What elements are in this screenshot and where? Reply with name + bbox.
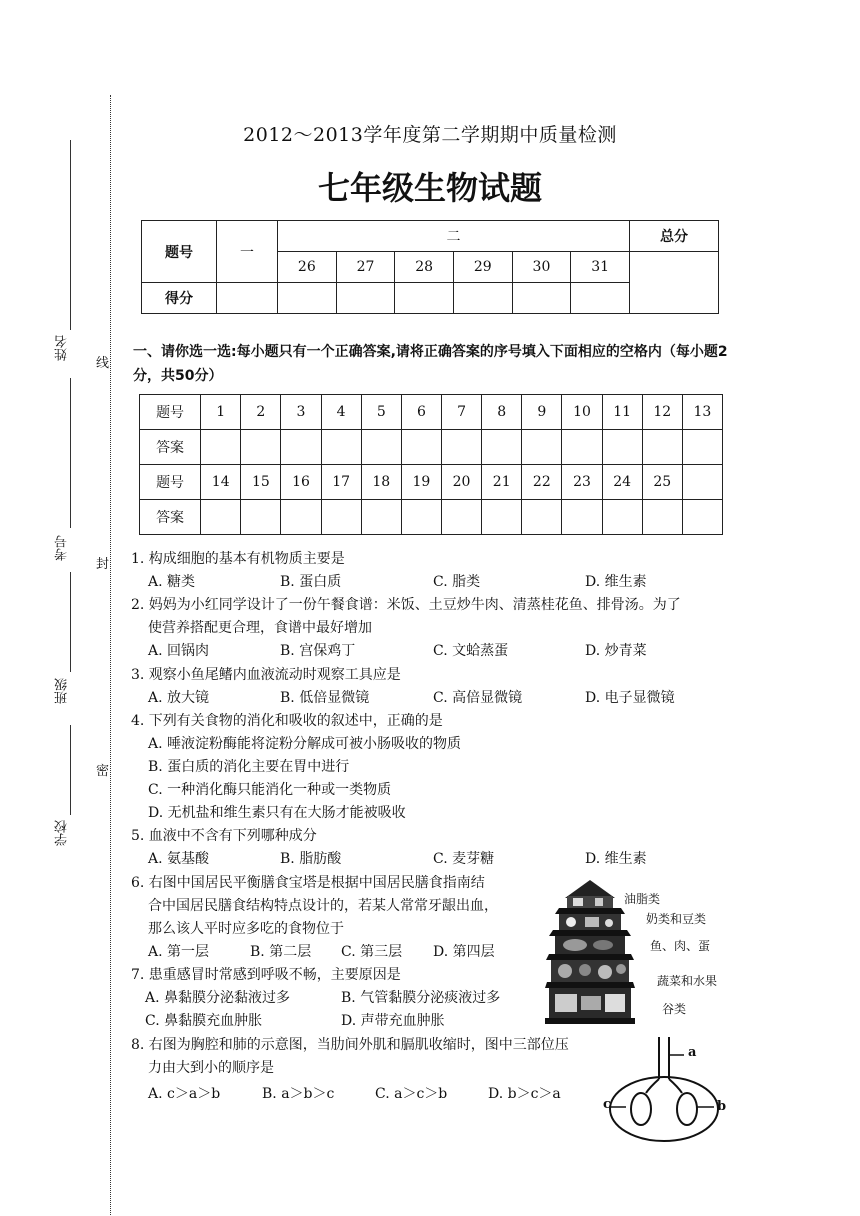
option: B. 脂肪酸 bbox=[280, 851, 342, 867]
answer-number-row bbox=[140, 465, 723, 500]
score-th-part1: 一 bbox=[217, 221, 278, 283]
lung-label-c: c bbox=[603, 1097, 611, 1112]
option: D. 维生素 bbox=[585, 851, 647, 867]
option: B. a＞b＞c bbox=[262, 1086, 335, 1102]
answer-cell[interactable] bbox=[562, 500, 602, 535]
answer-question-number: 15 bbox=[241, 465, 281, 500]
lung-label-b: b bbox=[717, 1099, 727, 1114]
option: B. 蛋白质 bbox=[280, 574, 342, 590]
answer-cell[interactable] bbox=[201, 430, 241, 465]
answer-question-number: 12 bbox=[642, 395, 682, 430]
answer-cell[interactable] bbox=[482, 500, 522, 535]
answer-question-number: 11 bbox=[602, 395, 642, 430]
option: D. 炒青菜 bbox=[585, 643, 647, 659]
seal-char-xian: 线 bbox=[96, 352, 109, 371]
option: D. 声带充血肿胀 bbox=[341, 1013, 445, 1029]
answer-row-label: 答案 bbox=[140, 500, 201, 535]
option: D. b＞c＞a bbox=[488, 1086, 561, 1102]
answer-cell[interactable] bbox=[602, 430, 642, 465]
option: A. 鼻黏膜分泌黏液过多 bbox=[145, 990, 291, 1006]
answer-question-number: 8 bbox=[482, 395, 522, 430]
answer-question-number: 18 bbox=[361, 465, 401, 500]
option: B. 宫保鸡丁 bbox=[280, 643, 356, 659]
option: A. 糖类 bbox=[148, 574, 196, 590]
lung-label-a: a bbox=[688, 1045, 697, 1060]
answer-cell[interactable] bbox=[562, 430, 602, 465]
thorax-lung-diagram bbox=[598, 1035, 738, 1147]
option: A. 回锅肉 bbox=[148, 643, 210, 659]
answer-question-number: 20 bbox=[441, 465, 481, 500]
option: D. 维生素 bbox=[585, 574, 647, 590]
question-7: 7. 患重感冒时常感到呼吸不畅，主要原因是 bbox=[131, 967, 401, 983]
answer-input-row bbox=[140, 430, 723, 465]
exam-term-title: 2012～2013学年度第二学期期中质量检测 bbox=[243, 124, 617, 146]
answer-question-number: 9 bbox=[522, 395, 562, 430]
option: C. 第三层 bbox=[341, 944, 403, 960]
answer-question-number: 3 bbox=[281, 395, 321, 430]
answer-number-row bbox=[140, 395, 723, 430]
option: A. c＞a＞b bbox=[148, 1086, 221, 1102]
option: B. 蛋白质的消化主要在胃中进行 bbox=[148, 759, 350, 775]
answer-cell[interactable] bbox=[281, 500, 321, 535]
score-th-tihao: 题号 bbox=[142, 221, 217, 283]
question-5: 5. 血液中不含有下列哪种成分 bbox=[131, 828, 317, 844]
score-cell[interactable] bbox=[217, 283, 278, 314]
pyramid-leader-lines bbox=[626, 895, 666, 1015]
pyramid-label-fish-meat-egg: 鱼、肉、蛋 bbox=[650, 939, 711, 953]
answer-question-number: 17 bbox=[321, 465, 361, 500]
score-cell[interactable] bbox=[453, 283, 512, 314]
option: D. 电子显微镜 bbox=[585, 690, 675, 706]
answer-row-label: 题号 bbox=[140, 395, 201, 430]
food-pyramid-image bbox=[545, 878, 635, 1028]
answer-cell[interactable] bbox=[602, 500, 642, 535]
answer-cell[interactable] bbox=[401, 430, 441, 465]
class-label: 班级 bbox=[55, 678, 70, 704]
answer-question-number: 19 bbox=[401, 465, 441, 500]
answer-cell[interactable] bbox=[241, 430, 281, 465]
answer-question-number: 2 bbox=[241, 395, 281, 430]
question-6-cont: 那么该人平时应多吃的食物位于 bbox=[148, 921, 344, 937]
answer-question-number: 24 bbox=[602, 465, 642, 500]
score-sub-number: 26 bbox=[278, 252, 337, 283]
exam-no-fill-line[interactable] bbox=[70, 378, 71, 528]
answer-question-number: 4 bbox=[321, 395, 361, 430]
seal-dotted-line bbox=[110, 95, 111, 1215]
question-8-cont: 力由大到小的顺序是 bbox=[148, 1060, 274, 1076]
question-6: 6. 右图中国居民平衡膳食宝塔是根据中国居民膳食指南结 bbox=[131, 875, 485, 891]
option: A. 放大镜 bbox=[148, 690, 210, 706]
score-cell[interactable] bbox=[512, 283, 571, 314]
pyramid-label-dairy-beans: 奶类和豆类 bbox=[646, 912, 707, 926]
seal-char-mi: 密 bbox=[96, 760, 109, 779]
option: C. 麦芽糖 bbox=[433, 851, 495, 867]
score-cell[interactable] bbox=[571, 283, 630, 314]
answer-cell[interactable] bbox=[642, 430, 682, 465]
answer-cell[interactable] bbox=[241, 500, 281, 535]
score-sub-number: 31 bbox=[571, 252, 630, 283]
answer-cell[interactable] bbox=[321, 500, 361, 535]
answer-table bbox=[139, 394, 723, 535]
answer-row-label: 题号 bbox=[140, 465, 201, 500]
score-th-total: 总分 bbox=[630, 221, 719, 252]
answer-cell[interactable] bbox=[682, 430, 722, 465]
name-label: 姓名 bbox=[55, 335, 70, 361]
answer-question-number: 10 bbox=[562, 395, 602, 430]
answer-cell[interactable] bbox=[441, 430, 481, 465]
answer-question-number: 22 bbox=[522, 465, 562, 500]
option: C. a＞c＞b bbox=[375, 1086, 448, 1102]
score-cell[interactable] bbox=[395, 283, 454, 314]
answer-cell[interactable] bbox=[482, 430, 522, 465]
answer-question-number: 6 bbox=[401, 395, 441, 430]
score-sub-number: 30 bbox=[512, 252, 571, 283]
answer-input-row bbox=[140, 500, 723, 535]
class-fill-line[interactable] bbox=[70, 572, 71, 672]
question-8: 8. 右图为胸腔和肺的示意图，当肋间外肌和膈肌收缩时，图中三部位压 bbox=[131, 1037, 569, 1053]
score-cell[interactable] bbox=[336, 283, 395, 314]
answer-cell[interactable] bbox=[522, 500, 562, 535]
score-sub-number: 28 bbox=[395, 252, 454, 283]
exam-subject-title: 七年级生物试题 bbox=[317, 169, 542, 207]
answer-question-number: 7 bbox=[441, 395, 481, 430]
question-6-cont: 合中国居民膳食结构特点设计的，若某人常常牙龈出血， bbox=[148, 898, 498, 914]
answer-cell[interactable] bbox=[522, 430, 562, 465]
answer-question-number: 25 bbox=[642, 465, 682, 500]
answer-question-number: 1 bbox=[201, 395, 241, 430]
section1-instruction: 一、请你选一选:每小题只有一个正确答案,请将正确答案的序号填入下面相应的空格内（每小题2分，共50分） bbox=[133, 344, 728, 384]
option: C. 脂类 bbox=[433, 574, 481, 590]
question-3: 3. 观察小鱼尾鳍内血液流动时观察工具应是 bbox=[131, 667, 401, 683]
option: C. 文蛤蒸蛋 bbox=[433, 643, 509, 659]
option: A. 唾液淀粉酶能将淀粉分解成可被小肠吸收的物质 bbox=[148, 736, 462, 752]
answer-question-number: 21 bbox=[482, 465, 522, 500]
question-4: 4. 下列有关食物的消化和吸收的叙述中，正确的是 bbox=[131, 713, 443, 729]
option: B. 气管黏膜分泌痰液过多 bbox=[341, 990, 501, 1006]
option: D. 第四层 bbox=[433, 944, 495, 960]
option: C. 高倍显微镜 bbox=[433, 690, 523, 706]
pyramid-label-veg-fruit: 蔬菜和水果 bbox=[657, 974, 718, 988]
option: C. 鼻黏膜充血肿胀 bbox=[145, 1013, 263, 1029]
score-total-cell[interactable] bbox=[630, 252, 719, 314]
answer-cell[interactable] bbox=[401, 500, 441, 535]
answer-question-number: 5 bbox=[361, 395, 401, 430]
answer-question-number: 16 bbox=[281, 465, 321, 500]
option: C. 一种消化酶只能消化一种或一类物质 bbox=[148, 782, 392, 798]
pyramid-label-oils: 油脂类 bbox=[624, 892, 661, 906]
question-2: 2. 妈妈为小红同学设计了一份午餐食谱：米饭、土豆炒牛肉、清蒸桂花鱼、排骨汤。为了 bbox=[131, 597, 681, 613]
score-sub-number: 27 bbox=[336, 252, 395, 283]
score-table bbox=[141, 220, 719, 314]
option: B. 第二层 bbox=[250, 944, 312, 960]
question-1: 1. 构成细胞的基本有机物质主要是 bbox=[131, 551, 345, 567]
answer-cell[interactable] bbox=[281, 430, 321, 465]
answer-cell[interactable] bbox=[682, 500, 722, 535]
school-label: 学校 bbox=[55, 820, 70, 846]
option: A. 氨基酸 bbox=[148, 851, 210, 867]
answer-question-number: 13 bbox=[682, 395, 722, 430]
score-row-label: 得分 bbox=[142, 283, 217, 314]
score-cell[interactable] bbox=[278, 283, 337, 314]
answer-cell[interactable] bbox=[321, 430, 361, 465]
answer-row-label: 答案 bbox=[140, 430, 201, 465]
answer-cell[interactable] bbox=[441, 500, 481, 535]
pyramid-label-grains: 谷类 bbox=[662, 1002, 687, 1016]
answer-cell[interactable] bbox=[201, 500, 241, 535]
answer-question-number: 23 bbox=[562, 465, 602, 500]
exam-no-label: 考号 bbox=[55, 535, 70, 561]
answer-question-number: 14 bbox=[201, 465, 241, 500]
score-th-part2: 二 bbox=[278, 221, 630, 252]
option: D. 无机盐和维生素只有在大肠才能被吸收 bbox=[148, 805, 406, 821]
seal-char-feng: 封 bbox=[96, 553, 109, 572]
answer-cell[interactable] bbox=[361, 500, 401, 535]
question-2-cont: 使营养搭配更合理，食谱中最好增加 bbox=[148, 620, 372, 636]
school-fill-line[interactable] bbox=[70, 725, 71, 815]
answer-cell[interactable] bbox=[361, 430, 401, 465]
answer-question-number bbox=[682, 465, 722, 500]
option: A. 第一层 bbox=[148, 944, 210, 960]
option: B. 低倍显微镜 bbox=[280, 690, 370, 706]
score-sub-number: 29 bbox=[453, 252, 512, 283]
answer-cell[interactable] bbox=[642, 500, 682, 535]
